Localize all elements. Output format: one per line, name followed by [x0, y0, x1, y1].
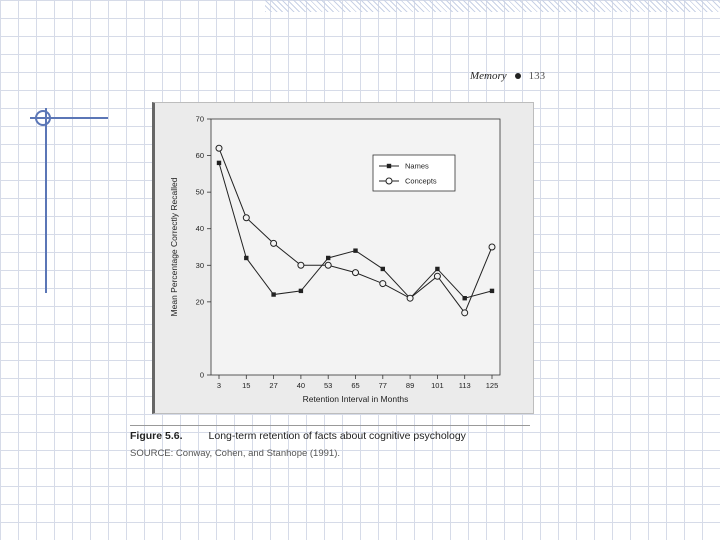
x-tick-label: 3	[216, 381, 222, 390]
decorative-ring	[35, 110, 51, 126]
y-tick-label: 40	[195, 224, 204, 234]
x-tick-label: 15	[242, 381, 251, 390]
data-point-names	[381, 267, 385, 271]
x-tick-label: 77	[378, 381, 387, 390]
caption-rule	[130, 425, 530, 426]
legend-marker-concepts	[386, 178, 392, 184]
y-tick-label: 30	[195, 260, 204, 270]
legend-box	[373, 155, 455, 191]
decorative-hatch-band	[265, 0, 720, 12]
y-tick-label: 0	[199, 370, 204, 380]
figure-source: SOURCE: Conway, Cohen, and Stanhope (1991).	[130, 448, 340, 459]
legend-marker-names	[387, 164, 391, 168]
data-point-concepts	[462, 310, 468, 316]
data-point-concepts	[407, 295, 413, 301]
x-axis-label: Retention Interval in Months	[302, 394, 409, 404]
legend-label-names: Names	[405, 161, 429, 171]
data-point-names	[463, 296, 467, 300]
data-point-names	[326, 256, 330, 260]
data-point-concepts	[243, 215, 249, 221]
data-point-names	[490, 289, 494, 293]
x-tick-label: 113	[458, 381, 471, 390]
page-header-section: Memory	[470, 70, 507, 82]
x-tick-label: 101	[431, 381, 444, 390]
data-point-concepts	[216, 145, 222, 151]
data-point-names	[435, 267, 439, 271]
data-point-names	[271, 292, 275, 296]
page-number: 133	[528, 70, 546, 82]
y-tick-label: 50	[195, 187, 204, 197]
x-tick-label: 40	[296, 381, 306, 390]
figure-panel	[152, 102, 534, 414]
x-tick-label: 27	[269, 381, 278, 390]
x-tick-label: 53	[324, 381, 333, 390]
data-point-concepts	[325, 262, 331, 268]
y-axis-label: Mean Percentage Correctly Recalled	[169, 177, 179, 317]
x-tick-label: 89	[405, 381, 415, 390]
bullet-icon	[515, 73, 521, 79]
data-point-names	[299, 289, 303, 293]
decorative-vertical-line	[45, 108, 47, 293]
y-tick-label: 20	[195, 297, 204, 307]
page-header	[470, 70, 545, 82]
data-point-concepts	[489, 244, 495, 250]
data-point-names	[217, 161, 221, 165]
data-point-names	[244, 256, 248, 260]
data-point-concepts	[271, 240, 277, 246]
figure-caption	[130, 430, 466, 442]
data-point-concepts	[353, 270, 359, 276]
plot-area	[211, 119, 500, 375]
x-tick-label: 125	[485, 381, 499, 390]
data-point-concepts	[380, 281, 386, 287]
line-chart	[155, 103, 533, 413]
data-point-names	[353, 248, 357, 252]
figure-caption-text: Long-term retention of facts about cognitive psychology	[208, 430, 466, 442]
data-point-concepts	[298, 262, 304, 268]
data-point-concepts	[434, 273, 440, 279]
y-tick-label: 60	[195, 151, 204, 161]
x-tick-label: 65	[351, 381, 360, 390]
y-tick-label: 70	[195, 114, 204, 124]
figure-label: Figure 5.6.	[130, 430, 183, 442]
legend-label-concepts: Concepts	[405, 176, 437, 186]
